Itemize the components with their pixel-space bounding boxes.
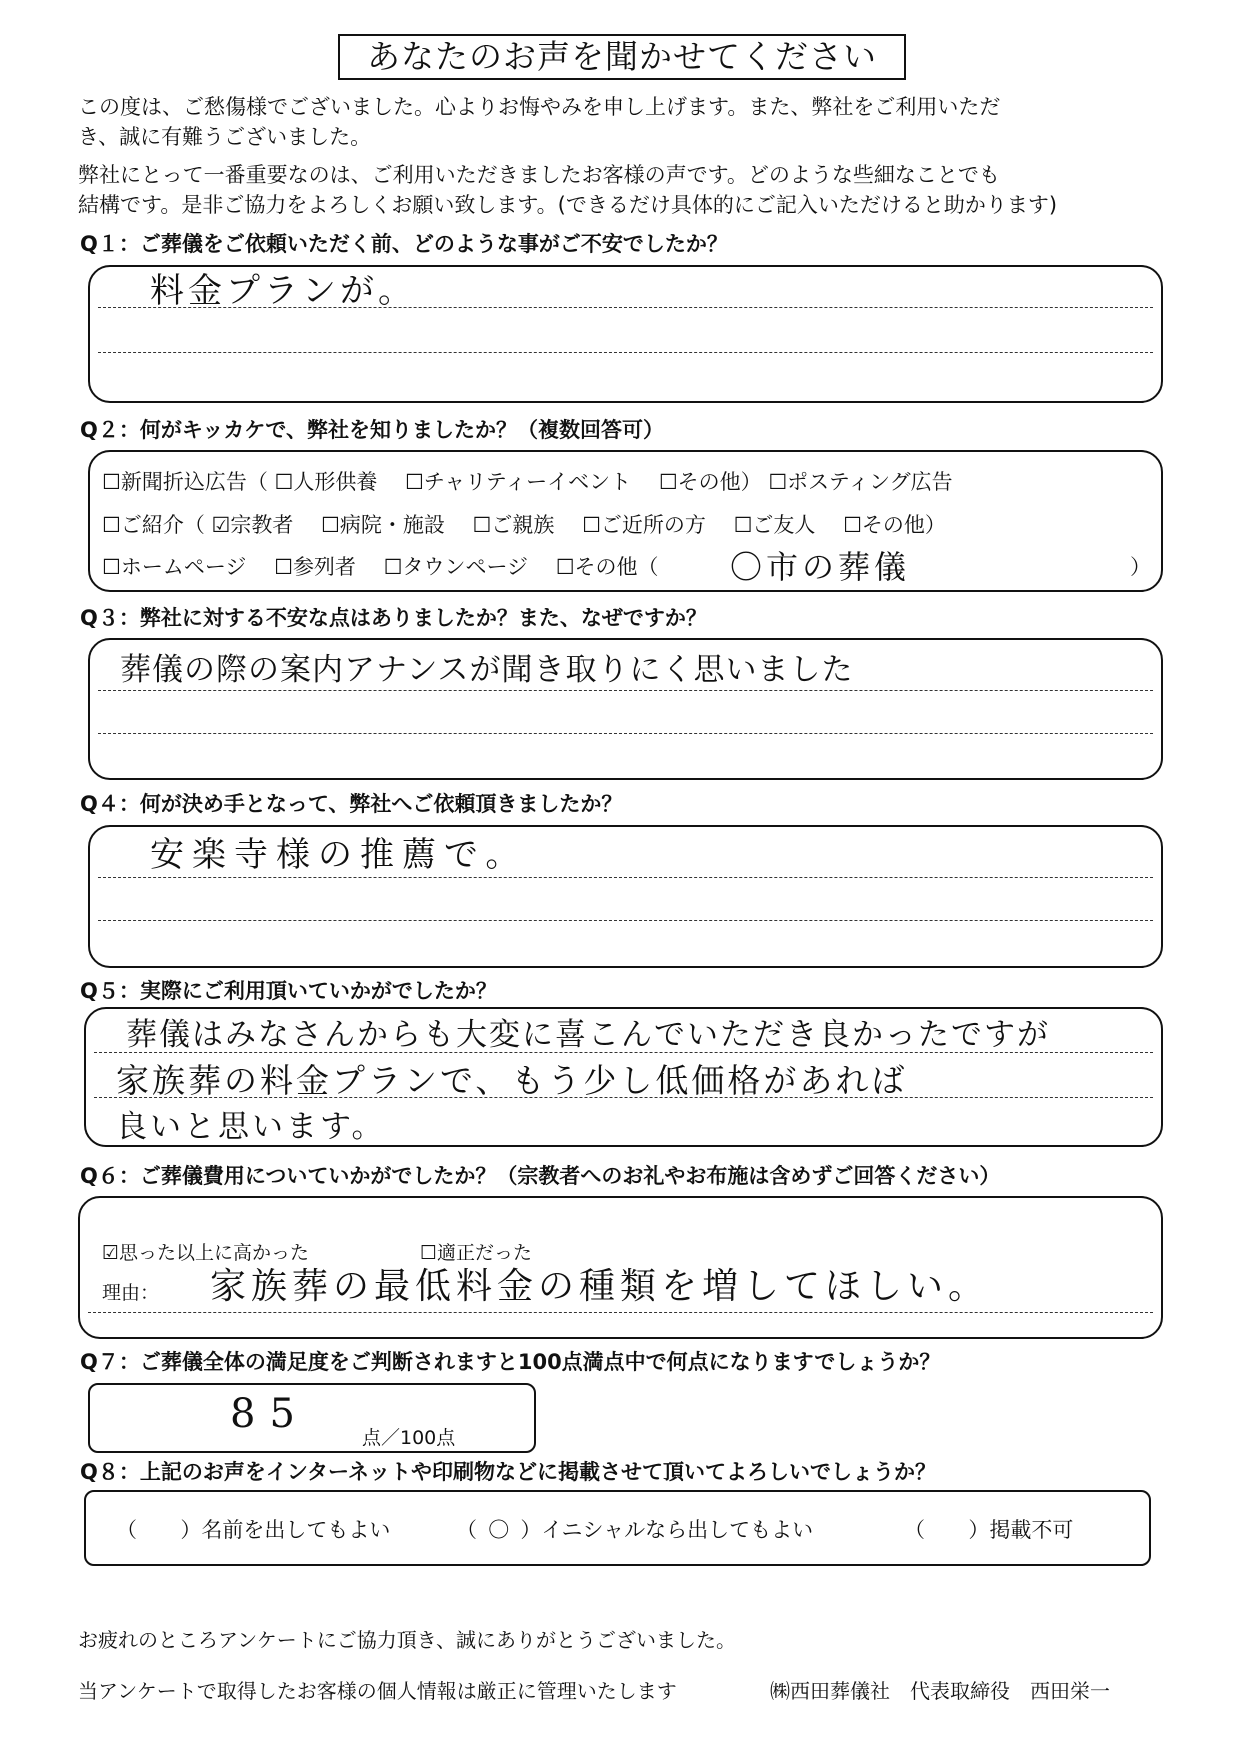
q3-answer: 葬儀の際の案内アナンスが聞き取りにく思いました [120,652,854,688]
q5-answer-line-3: 良いと思います。 [116,1109,386,1145]
intro-line-1: この度は、ご愁傷様でございました。心よりお悔やみを申し上げます。また、弊社をご利用いただ [78,95,1001,119]
q2-other-answer: 〇市の葬儀 [730,548,911,586]
q8-options-box [84,1490,1151,1566]
checkbox-icon[interactable]: ☐ [733,513,753,537]
footer-company: ㈱西田葬儀社 代表取締役 西田栄一 [770,1679,1110,1703]
q5-answer-box [84,1007,1163,1147]
checkbox-icon[interactable]: ☐ [102,555,121,579]
checkbox-icon[interactable]: ☐ [658,470,678,494]
footer-thanks: お疲れのところアンケートにご協力頂き、誠にありがとうございました。 [78,1628,736,1652]
q2-row-2 [102,509,946,539]
q2-row2-opt-0[interactable]: ☐ご紹介（ [102,513,205,537]
q7-score-box [88,1383,536,1453]
answer-line [98,352,1153,353]
q6-reason-label: 理由： [102,1282,160,1304]
checkbox-icon[interactable]: ☐ [555,555,575,579]
intro-line-2: き、誠に有難うございました。 [78,125,372,149]
answer-line [88,1312,1153,1313]
checkbox-icon[interactable]: ☐ [405,470,424,494]
q4-question: Q４：何が決め手となって、弊社へご依頼頂きましたか？ [80,792,623,816]
q6-option-fair[interactable]: ☐適正だった [420,1242,533,1264]
q7-score-unit: 点／100点 [362,1427,456,1449]
checkbox-icon[interactable]: ☐ [843,513,862,537]
answer-line [98,690,1153,691]
checkbox-icon[interactable]: ☐ [383,555,403,579]
q2-row2-opt-6[interactable]: ☐その他） [843,513,946,537]
q6-reason: 家族葬の最低料金の種類を増してほしい。 [210,1266,990,1307]
q2-row1-opt-4[interactable]: ☐ポスティング広告 [768,470,953,494]
q8-question: Q８：上記のお声をインターネットや印刷物などに掲載させて頂いてよろしいでしょうか？ [80,1460,936,1484]
q3-question: Q３：弊社に対する不安な点はありましたか？また、なぜですか？ [80,606,707,630]
checkbox-icon[interactable]: ☐ [102,513,121,537]
q2-close-paren: ） [1130,555,1151,579]
q6-question: Q６：ご葬儀費用についていかがでしたか？（宗教者へのお礼やお布施は含めずご回答ください） [80,1164,1001,1188]
checkbox-icon[interactable]: ☐ [274,470,294,494]
q5-question: Q５：実際にご利用頂いていかがでしたか？ [80,979,497,1003]
q6-option-high[interactable]: ☑思った以上に高かった [102,1242,310,1264]
answer-line [98,877,1153,878]
q2-row3-opt-3[interactable]: ☐その他（ [555,555,659,579]
checkbox-icon[interactable]: ☐ [472,513,492,537]
checkbox-icon[interactable]: ☐ [321,513,340,537]
q8-option-name[interactable]: （ ）名前を出してもよい [116,1518,391,1542]
q4-answer-box [88,825,1163,968]
q2-row2-opt-5[interactable]: ☐ご友人 [733,513,816,537]
q4-answer: 安楽寺様の推薦で。 [150,835,528,875]
q7-question: Q７：ご葬儀全体の満足度をご判断されますと100点満点中で何点になりますでしょうか？ [80,1350,941,1374]
footer-privacy: 当アンケートで取得したお客様の個人情報は厳正に管理いたします [78,1679,677,1703]
intro-line-3: 弊社にとって一番重要なのは、ご利用いただきましたお客様の声です。どのような些細なことでも [78,163,1000,187]
checkbox-icon[interactable]: ☐ [420,1242,438,1264]
q3-answer-box [88,638,1163,780]
q2-question: Q２：何がキッカケで、弊社を知りましたか？（複数回答可） [80,418,665,442]
q2-row1-opt-3[interactable]: ☐その他） [658,470,762,494]
q2-options-box [88,450,1163,592]
q1-question: Q１：ご葬儀をご依頼いただく前、どのような事がご不安でしたか？ [80,232,728,256]
checkbox-icon[interactable]: ☐ [582,513,601,537]
q8-option-initial[interactable]: （ 〇 ）イニシャルなら出してもよい [456,1518,814,1542]
intro-line-4: 結構です。是非ご協力をよろしくお願い致します。(できるだけ具体的にご記入いただけると助かります) [78,193,1058,217]
q2-row-1 [102,466,953,496]
q1-answer: 料金プランが。 [150,271,416,311]
q2-row-3 [102,551,659,581]
q7-score: 85 [230,1391,309,1437]
q2-row2-opt-2[interactable]: ☐病院・施設 [321,513,445,537]
checkbox-checked-icon[interactable]: ☑ [211,513,231,537]
q2-row2-opt-1[interactable]: ☑宗教者 [211,513,294,537]
q2-row1-opt-2[interactable]: ☐チャリティーイベント [405,470,632,494]
q8-option-none[interactable]: （ ）掲載不可 [904,1518,1074,1542]
q2-row2-opt-3[interactable]: ☐ご親族 [472,513,555,537]
q5-answer-line-2: 家族葬の料金プランで、もう少し低価格があれば [116,1061,908,1100]
q2-row2-opt-4[interactable]: ☐ご近所の方 [582,513,706,537]
q1-answer-box [88,265,1163,403]
q2-row3-opt-2[interactable]: ☐タウンページ [383,555,529,579]
checkbox-icon[interactable]: ☐ [768,470,788,494]
q2-row3-opt-0[interactable]: ☐ホームページ [102,555,247,579]
q5-answer-line-1: 葬儀はみなさんからも大変に喜こんでいただき良かったですが [126,1017,1050,1053]
q2-row3-opt-1[interactable]: ☐参列者 [274,555,356,579]
checkbox-icon[interactable]: ☐ [102,470,121,494]
answer-line [98,733,1153,734]
q2-row1-opt-0[interactable]: ☐新聞折込広告（ [102,470,268,494]
answer-line [98,920,1153,921]
q2-row1-opt-1[interactable]: ☐人形供養 [274,470,378,494]
checkbox-checked-icon[interactable]: ☑ [102,1242,120,1264]
q6-answer-box [78,1196,1163,1339]
checkbox-icon[interactable]: ☐ [274,555,293,579]
form-title: あなたのお声を聞かせてください [338,34,906,80]
